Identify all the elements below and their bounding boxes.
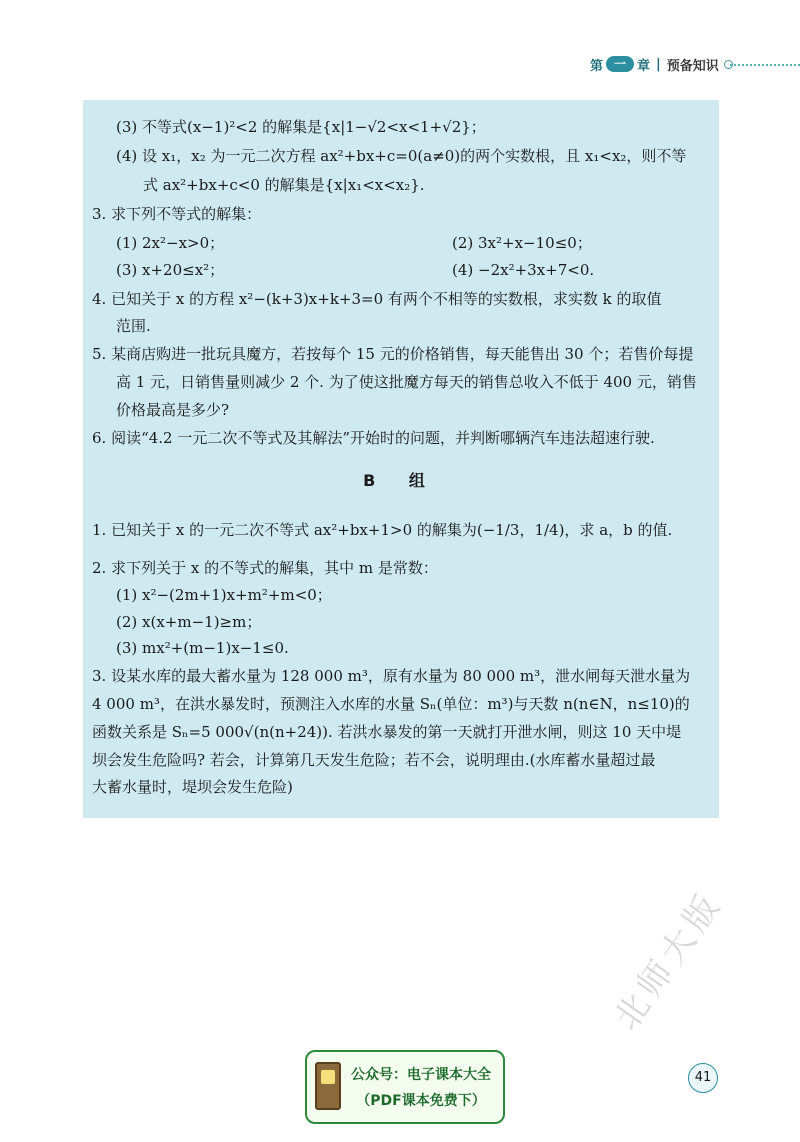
b3-line3: 函数关系是 Sₙ=5 000√(n(n+24)). 若洪水暴发的第一天就打开泄水闸，则这 10 天中堤 bbox=[92, 723, 682, 741]
q3-part2: (2) 3x²+x−10≤0； bbox=[452, 234, 592, 252]
chapter-prefix: 第 bbox=[590, 58, 604, 74]
chapter-title: 预备知识 bbox=[666, 58, 719, 74]
q5-line2: 高 1 元，日销售量则减少 2 个. 为了使这批魔方每天的销售总收入不低于 400 元，销售 bbox=[116, 373, 697, 391]
q6: 6. 阅读“4.2 一元二次不等式及其解法”开始时的问题，并判断哪辆汽车违法超速行驶. bbox=[92, 429, 655, 447]
watermark-box bbox=[305, 1050, 505, 1124]
chapter-number-badge: 一 bbox=[606, 56, 634, 72]
watermark-line1: 公众号：电子课本大全 bbox=[351, 1067, 491, 1083]
b1: 1. 已知关于 x 的一元二次不等式 ax²+bx+1>0 的解集为(−1/3，1/4)，求 a，b 的值. bbox=[92, 521, 673, 539]
book-icon bbox=[315, 1062, 341, 1110]
b2-part1: (1) x²−(2m+1)x+m²+m<0； bbox=[116, 586, 332, 604]
diagonal-watermark: 北师大版 bbox=[606, 883, 732, 1038]
b3-line5: 大蓄水量时，堤坝会发生危险) bbox=[92, 778, 293, 796]
q4-line2: 范围. bbox=[116, 317, 151, 335]
b3-line2: 4 000 m³，在洪水暴发时，预测注入水库的水量 Sₙ(单位：m³)与天数 n(n∈N，n≤10)的 bbox=[92, 695, 690, 713]
b3-line1: 3. 设某水库的最大蓄水量为 128 000 m³，原有水量为 80 000 m³，泄水闸每天泄水量为 bbox=[92, 667, 691, 685]
page-number: 41 bbox=[688, 1063, 718, 1093]
q3-part3: (3) x+20≤x²； bbox=[116, 261, 225, 279]
header-separator: | bbox=[656, 56, 661, 72]
a-item-4-line2: 式 ax²+bx+c<0 的解集是{x|x₁<x<x₂}. bbox=[143, 176, 425, 194]
q5-line1: 5. 某商店购进一批玩具魔方，若按每个 15 元的价格销售，每天能售出 30 个；若售价每提 bbox=[92, 345, 694, 363]
b2-part2: (2) x(x+m−1)≥m； bbox=[116, 613, 262, 631]
a-item-3: (3) 不等式(x−1)²<2 的解集是{x|1−√2<x<1+√2}； bbox=[116, 118, 486, 136]
q4-line1: 4. 已知关于 x 的方程 x²−(k+3)x+k+3=0 有两个不相等的实数根，求实数 k 的取值 bbox=[92, 290, 662, 308]
watermark-line2: （PDF课本免费下） bbox=[356, 1093, 486, 1109]
chapter-header bbox=[590, 52, 719, 76]
section-b-title: B 组 bbox=[363, 471, 439, 490]
a-item-4-line1: (4) 设 x₁，x₂ 为一元二次方程 ax²+bx+c=0(a≠0)的两个实数根，且 x₁<x₂，则不等 bbox=[116, 147, 687, 165]
b2-part3: (3) mx²+(m−1)x−1≤0. bbox=[116, 639, 289, 657]
q3-part4: (4) −2x²+3x+7<0. bbox=[452, 261, 595, 279]
b2-stem: 2. 求下列关于 x 的不等式的解集，其中 m 是常数： bbox=[92, 559, 438, 577]
chapter-suffix: 章 bbox=[637, 58, 651, 74]
q3-part1: (1) 2x²−x>0； bbox=[116, 234, 225, 252]
b3-line4: 坝会发生危险吗? 若会，计算第几天发生危险；若不会，说明理由.(水库蓄水量超过最 bbox=[92, 751, 656, 769]
exercise-panel bbox=[83, 100, 719, 818]
q3-stem: 3. 求下列不等式的解集： bbox=[92, 205, 262, 223]
q5-line3: 价格最高是多少? bbox=[116, 401, 230, 419]
header-dotted-rule bbox=[730, 64, 800, 66]
